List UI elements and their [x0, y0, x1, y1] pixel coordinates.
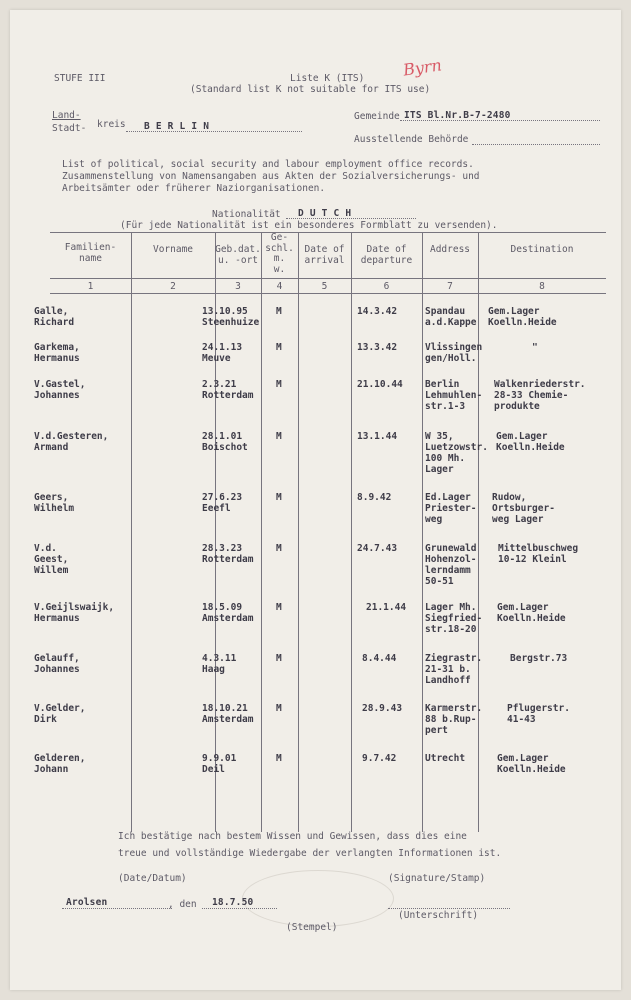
sex-cell: M: [276, 342, 282, 353]
name-cell: V.d. Geest, Willem: [34, 543, 69, 576]
birth-cell: 28.3.23 Rotterdam: [202, 543, 254, 565]
name-cell: Garkema, Hermanus: [34, 342, 80, 364]
header-geschlecht: Ge- schl. m. w.: [265, 232, 294, 275]
birth-cell: 9.9.01 Deil: [202, 753, 237, 775]
destination-cell: Rudow, Ortsburger- weg Lager: [492, 492, 555, 525]
departure-cell: 21.1.44: [366, 602, 407, 613]
destination-cell: Mittelbuschweg 10-12 Kleinl: [498, 543, 579, 565]
nationality-value: D U T C H: [298, 208, 352, 219]
departure-cell: 28.9.43: [362, 703, 403, 714]
address-cell: W 35, Luetzowstr. 100 Mh. Lager: [425, 431, 488, 475]
table-number-rule: [50, 293, 606, 294]
header-departure: Date of departure: [360, 244, 413, 266]
gemeinde-value: ITS Bl.Nr.B-7-2480: [404, 110, 511, 121]
name-cell: V.d.Gesteren, Armand: [34, 431, 109, 453]
sex-cell: M: [276, 753, 282, 764]
den-label: , den: [168, 899, 197, 910]
destination-cell: ": [532, 342, 538, 353]
column-number: 7: [447, 281, 453, 292]
description-line-1: List of political, social security and labour employment office records.: [62, 159, 474, 170]
sex-cell: M: [276, 602, 282, 613]
header-address: Address: [429, 244, 471, 255]
header-geburtsdatum: Geb.dat. u. -ort: [215, 244, 261, 266]
table-header-rule: [50, 278, 606, 279]
handwritten-mark: Byrn: [401, 55, 443, 80]
birth-cell: 4.3.11 Haag: [202, 653, 237, 675]
birth-cell: 18.5.09 Amsterdam: [202, 602, 254, 624]
sex-cell: M: [276, 306, 282, 317]
birth-cell: 24.1.13 Meuve: [202, 342, 243, 364]
sex-cell: M: [276, 543, 282, 554]
land-label: Land-: [52, 110, 81, 121]
departure-cell: 8.9.42: [357, 492, 392, 503]
sex-cell: M: [276, 431, 282, 442]
column-number: 6: [383, 281, 390, 292]
kreis-value: B E R L I N: [144, 121, 210, 132]
gemeinde-label: Gemeinde: [354, 111, 400, 122]
date-value: 18.7.50: [212, 897, 254, 908]
standard-note: (Standard list K not suitable for ITS use): [190, 84, 431, 95]
column-number: 3: [235, 281, 241, 292]
name-cell: V.Geijlswaijk, Hermanus: [34, 602, 115, 624]
behoerde-field: [472, 134, 600, 145]
date-label: (Date/Datum): [118, 873, 187, 884]
header-familienname: Familien- name: [64, 242, 117, 264]
stadt-label: Stadt-: [52, 123, 87, 134]
departure-cell: 24.7.43: [357, 543, 398, 554]
header-arrival: Date of arrival: [304, 244, 345, 266]
address-cell: Grunewald Hohenzol- lerndamm 50-51: [425, 543, 477, 587]
birth-cell: 18.10.21 Amsterdam: [202, 703, 254, 725]
column-number: 2: [170, 281, 176, 292]
departure-cell: 9.7.42: [362, 753, 397, 764]
name-cell: Gelauff, Johannes: [34, 653, 80, 675]
address-cell: Karmerstr. 88 b.Rup- pert: [425, 703, 483, 736]
kreis-label: kreis: [97, 119, 126, 130]
destination-cell: Gem.Lager Koelln.Heide: [488, 306, 557, 328]
description-line-2: Zusammenstellung von Namensangaben aus Akten der Sozialversicherungs- und: [62, 171, 480, 182]
address-cell: Utrecht: [425, 753, 466, 764]
column-divider: [422, 232, 423, 832]
address-cell: Berlin Lehmuhlen- str.1-3: [425, 379, 483, 412]
column-number: 4: [276, 281, 283, 292]
name-cell: Geers, Wilhelm: [34, 492, 75, 514]
birth-cell: 13.10.95 Steenhuize: [202, 306, 260, 328]
name-cell: Gelderen, Johann: [34, 753, 86, 775]
sex-cell: M: [276, 703, 282, 714]
birth-cell: 28.1.01 Boischot: [202, 431, 248, 453]
destination-cell: Walkenriederstr. 28-33 Chemie- produkte: [494, 379, 586, 412]
faded-stamp: [242, 870, 394, 927]
address-cell: Ed.Lager Priester- weg: [425, 492, 477, 525]
stufe-label: STUFE III: [54, 73, 106, 84]
signature-label: (Signature/Stamp): [388, 873, 486, 884]
address-cell: Ziegrastr. 21-31 b. Landhoff: [425, 653, 483, 686]
description-line-3: Arbeitsämter oder früherer Naziorganisationen.: [62, 183, 326, 194]
nationality-note: (Für jede Nationalität ist ein besonderes Formblatt zu versenden).: [120, 220, 498, 231]
place-value: Arolsen: [66, 897, 108, 908]
departure-cell: 8.4.44: [362, 653, 397, 664]
column-divider: [478, 232, 479, 832]
column-number: 1: [87, 281, 94, 292]
header-vorname: Vorname: [152, 244, 194, 255]
name-cell: V.Gastel, Johannes: [34, 379, 86, 401]
date-line: [202, 908, 277, 909]
place-line: [62, 908, 172, 909]
unterschrift-label: (Unterschrift): [398, 910, 479, 921]
birth-cell: 2.3.21 Rotterdam: [202, 379, 254, 401]
destination-cell: Gem.Lager Koelln.Heide: [497, 753, 566, 775]
destination-cell: Gem.Lager Koelln.Heide: [496, 431, 565, 453]
column-number: 8: [539, 281, 545, 292]
birth-cell: 27.6.23 Eeefl: [202, 492, 243, 514]
nationality-field: [286, 208, 416, 219]
confirmation-line-1: Ich bestätige nach bestem Wissen und Gewissen, dass dies eine: [118, 831, 467, 842]
column-divider: [261, 232, 262, 832]
destination-cell: Pflugerstr. 41-43: [507, 703, 570, 725]
address-cell: Spandau a.d.Kappe: [425, 306, 477, 328]
departure-cell: 14.3.42: [357, 306, 398, 317]
address-cell: Lager Mh. Siegfried- str.18-20: [425, 602, 483, 635]
gemeinde-field: [400, 110, 600, 121]
behoerde-label: Ausstellende Behörde: [354, 134, 469, 145]
confirmation-line-2: treue und vollständige Wiedergabe der verlangten Informationen ist.: [118, 848, 502, 859]
sex-cell: M: [276, 653, 282, 664]
document-page: [10, 10, 621, 990]
stempel-label: (Stempel): [286, 922, 338, 933]
departure-cell: 13.3.42: [357, 342, 398, 353]
liste-title: Liste K (ITS): [290, 73, 365, 84]
name-cell: V.Gelder, Dirk: [34, 703, 86, 725]
destination-cell: Bergstr.73: [510, 653, 568, 664]
address-cell: Vlissingen gen/Holl.: [425, 342, 483, 364]
sex-cell: M: [276, 492, 282, 503]
signature-line: [388, 908, 510, 909]
departure-cell: 13.1.44: [357, 431, 398, 442]
column-divider: [131, 232, 132, 832]
header-destination: Destination: [510, 244, 574, 255]
kreis-field: [126, 121, 302, 132]
column-divider: [298, 232, 299, 832]
departure-cell: 21.10.44: [357, 379, 403, 390]
table-top-rule: [50, 232, 606, 233]
column-divider: [351, 232, 352, 832]
name-cell: Galle, Richard: [34, 306, 75, 328]
sex-cell: M: [276, 379, 282, 390]
destination-cell: Gem.Lager Koelln.Heide: [497, 602, 566, 624]
column-number: 5: [321, 281, 328, 292]
nationality-label: Nationalität: [212, 209, 281, 220]
